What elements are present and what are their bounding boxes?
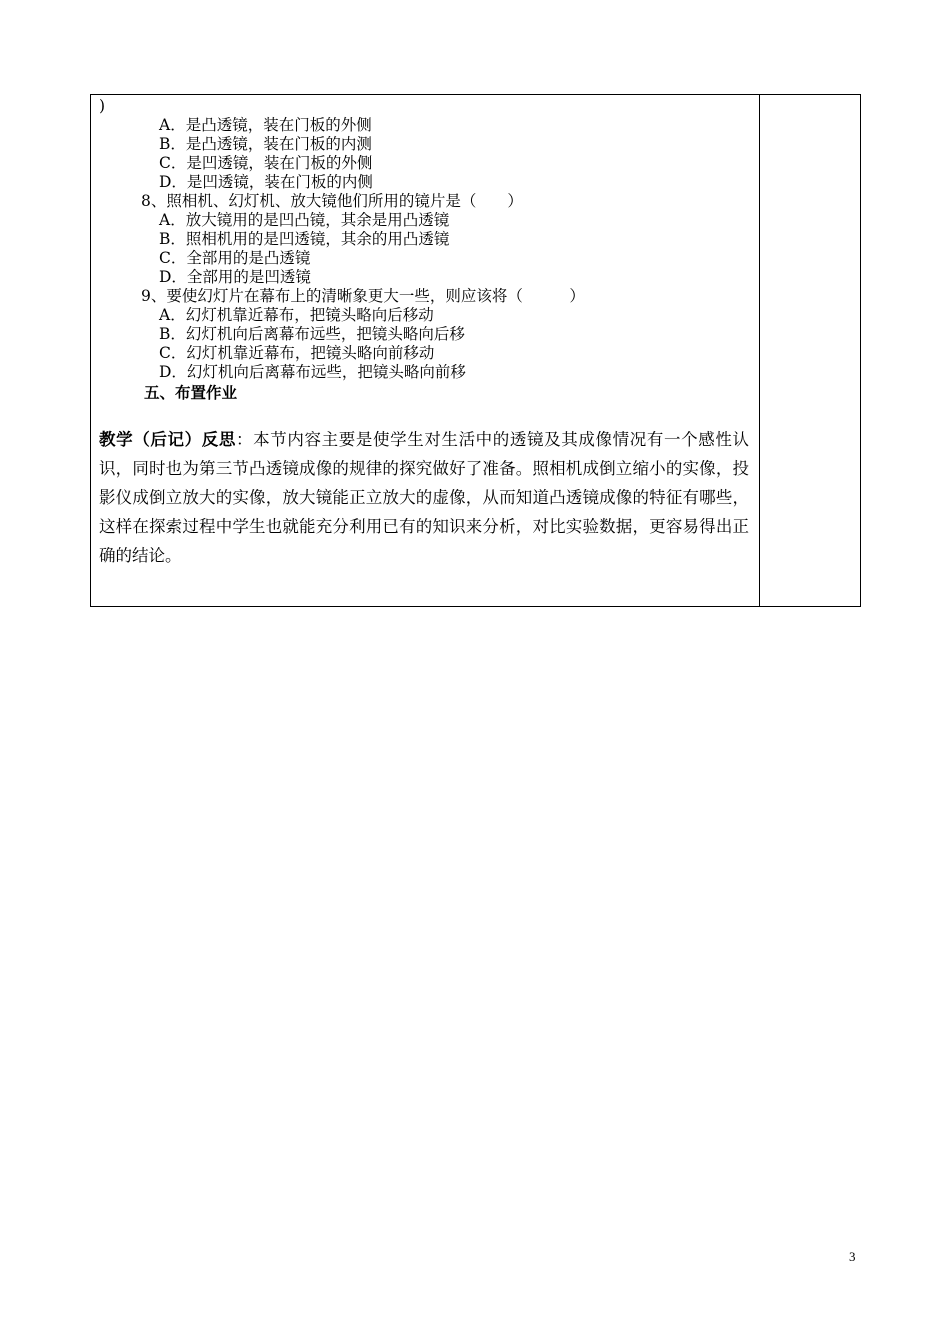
q9-option-b: B．幻灯机向后离幕布远些，把镜头略向后移 bbox=[159, 325, 465, 343]
page-number: 3 bbox=[849, 1249, 856, 1264]
question-8: 8、照相机、幻灯机、放大镜他们所用的镜片是（ ） bbox=[141, 192, 523, 210]
reflection-text: ：本节内容主要是使学生对生活中的透镜及其成像情况有一个感性认识，同时也为第三节凸透镜成像的规律的探究做好了准备。照相机成倒立缩小的实像，投影仪成倒立放大的实像，放大镜能正立放大的虚像，从而知道凸透镜成像的特征有哪些，这样在探索过程中学生也就能充分利用已有的知识来分析，对比实验数据，更容易得出正确的结论。 bbox=[99, 430, 750, 565]
q7-option-c: C．是凹透镜，装在门板的外侧 bbox=[159, 154, 373, 172]
q9-option-c: C．幻灯机靠近幕布，把镜头略向前移动 bbox=[159, 344, 435, 362]
q8-option-b: B．照相机用的是凹透镜，其余的用凸透镜 bbox=[159, 230, 450, 248]
leading-paren: ) bbox=[99, 97, 106, 115]
q9-option-d: D．幻灯机向后离幕布远些，把镜头略向前移 bbox=[159, 363, 466, 381]
q7-option-a: A．是凸透镜，装在门板的外侧 bbox=[159, 116, 372, 134]
q7-option-b: B．是凸透镜，装在门板的内测 bbox=[159, 135, 372, 153]
q8-option-c: C．全部用的是凸透镜 bbox=[159, 249, 311, 267]
q9-option-a: A．幻灯机靠近幕布，把镜头略向后移动 bbox=[159, 306, 434, 324]
quiz-section bbox=[99, 97, 753, 401]
q8-option-d: D．全部用的是凹透镜 bbox=[159, 268, 311, 286]
q8-option-a: A．放大镜用的是凹凸镜，其余是用凸透镜 bbox=[159, 211, 450, 229]
section-heading-homework: 五、布置作业 bbox=[144, 384, 238, 402]
column-divider bbox=[759, 95, 760, 606]
reflection-label: 教学（后记）反思 bbox=[99, 430, 236, 449]
content-cell bbox=[91, 95, 759, 606]
question-9: 9、要使幻灯片在幕布上的清晰象更大一些，则应该将（ ） bbox=[141, 287, 585, 305]
teaching-reflection bbox=[99, 425, 753, 570]
lesson-table bbox=[90, 94, 861, 607]
q7-option-d: D．是凹透镜，装在门板的内侧 bbox=[159, 173, 373, 191]
